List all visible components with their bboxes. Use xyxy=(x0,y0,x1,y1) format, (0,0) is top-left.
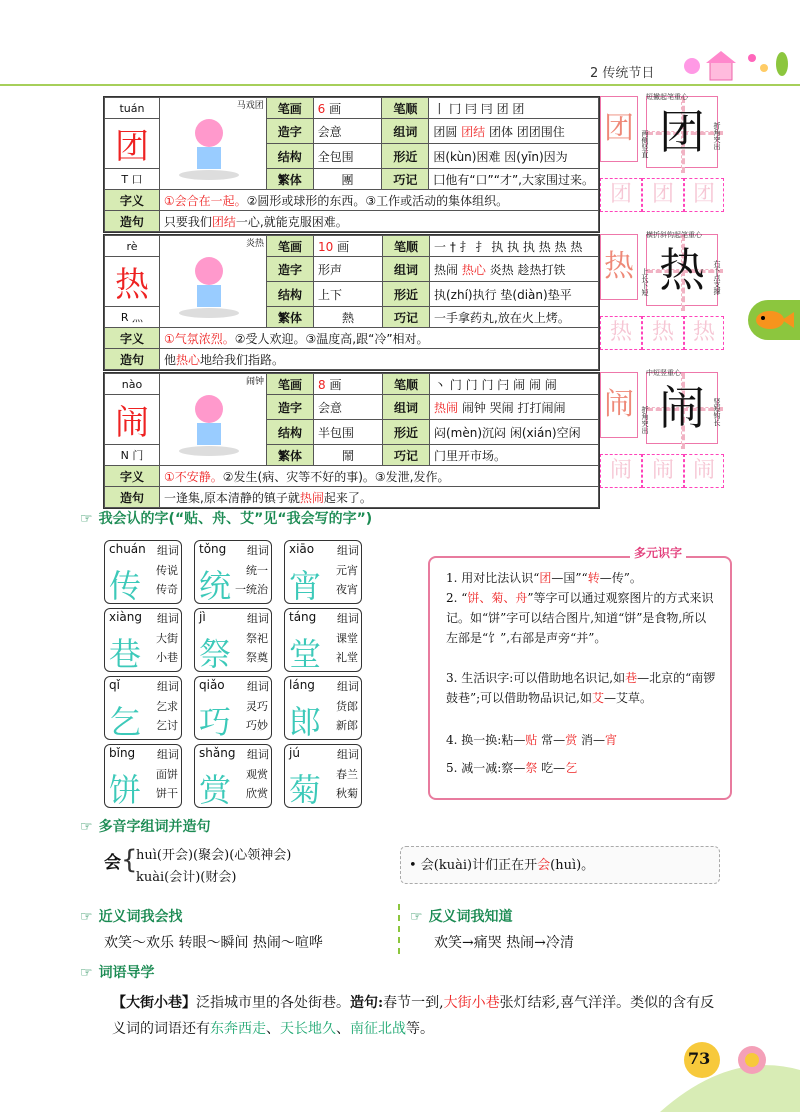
meaning-label: 字义 xyxy=(105,190,160,211)
card-label: 组词 xyxy=(247,680,269,693)
card-label: 组词 xyxy=(157,612,179,625)
char-card-2 xyxy=(103,372,600,509)
tracing-row: 团 团 团 xyxy=(600,178,722,210)
sentence: 只要我们团结一心,就能克服困难。 xyxy=(159,211,598,232)
stroke-unit: 画 xyxy=(329,377,342,392)
row-label: 造字 xyxy=(267,257,314,282)
char-illustration xyxy=(160,236,267,328)
model-char: 闹 xyxy=(659,381,705,435)
card-pinyin: chuán xyxy=(109,542,146,556)
small-grid: 闹 xyxy=(600,372,638,438)
char-pinyin: nào xyxy=(105,374,160,395)
row-label: 形近 xyxy=(382,144,429,169)
card-char: 巧 xyxy=(199,703,232,741)
card-word: 夜宵 xyxy=(336,583,358,596)
swap-pair: 粘—贴 xyxy=(501,733,538,747)
card-pinyin: láng xyxy=(289,678,315,692)
polyphone-line-2: kuài(会计)(财会) xyxy=(136,870,237,885)
large-grid xyxy=(646,96,718,168)
sentence-label: 造句 xyxy=(105,211,160,232)
sentence: 他热心地给我们指路。 xyxy=(160,349,599,370)
house-decoration xyxy=(682,48,792,84)
card-pinyin: jú xyxy=(289,746,300,760)
card-word: 课堂 xyxy=(336,632,358,645)
sentence: 一逢集,原本清静的镇子就热闹起来了。 xyxy=(160,487,599,508)
divider xyxy=(398,904,400,954)
grid-note: 折角突出 xyxy=(713,122,721,150)
row-label: 巧记 xyxy=(383,307,430,328)
illustration-caption: 马戏团 xyxy=(236,101,264,111)
row-label: 组词 xyxy=(383,257,430,282)
char-pinyin: rè xyxy=(105,236,160,257)
card-label: 组词 xyxy=(337,612,359,625)
words: 团圆 团结 团体 团团围住 xyxy=(429,119,599,144)
card-word: 巧妙 xyxy=(246,719,268,732)
sentence-label: 造句 xyxy=(105,349,160,370)
card-word: 面饼 xyxy=(156,768,178,781)
card-char: 传 xyxy=(109,567,142,605)
card-word: 一统治 xyxy=(235,583,268,596)
recognize-card xyxy=(194,676,272,740)
guide-paragraph: 【大街小巷】泛指城市里的各处街巷。造句:春节一到,大街小巷张灯结彩,喜气洋洋。类似的含有反义词的词语还有东奔西走、天长地久、南征北战等。 xyxy=(112,995,715,1037)
stroke-order: 丨 冂 冃 冃 团 团 xyxy=(429,98,599,119)
row-label: 组词 xyxy=(383,395,430,420)
card-pinyin: qǐ xyxy=(109,678,120,692)
char-pinyin: tuán xyxy=(105,98,160,119)
char-card-0 xyxy=(103,96,600,233)
row-label: 造字 xyxy=(266,119,313,144)
row-label: 巧记 xyxy=(383,445,430,466)
grid-note: 上长下短 xyxy=(641,268,649,296)
swap-pair: 常—赏 xyxy=(541,733,578,747)
char-card-1 xyxy=(103,234,600,371)
card-pinyin: shǎng xyxy=(199,746,236,760)
card-char: 赏 xyxy=(199,771,232,809)
card-char: 堂 xyxy=(289,635,322,673)
card-char: 祭 xyxy=(199,635,232,673)
meaning: ①会合在一起。②圆形或球形的东西。③工作或活动的集体组织。 xyxy=(159,190,598,211)
char-big: 团 xyxy=(105,119,160,169)
card-word: 乞求 xyxy=(156,700,178,713)
model-char: 热 xyxy=(659,243,705,297)
recognize-card xyxy=(284,540,362,604)
row-value: 上下 xyxy=(314,282,383,307)
sentence-label: 造句 xyxy=(105,487,160,508)
tips-title: 多元识字 xyxy=(630,544,686,561)
card-char: 乞 xyxy=(109,703,142,741)
meaning: ①不安静。②发生(病、灾等不好的事)。③发泄,发作。 xyxy=(160,466,599,487)
card-label: 组词 xyxy=(157,748,179,761)
card-word: 小巷 xyxy=(156,651,178,664)
large-grid xyxy=(646,234,718,306)
card-pinyin: bǐng xyxy=(109,746,136,760)
recognize-card xyxy=(284,608,362,672)
polyphone-char: 会 xyxy=(104,853,121,873)
tips-box xyxy=(428,556,732,800)
card-word: 乞讨 xyxy=(156,719,178,732)
row-value: 会意 xyxy=(314,395,383,420)
card-word: 统一 xyxy=(246,564,268,577)
header-divider xyxy=(0,84,800,86)
recognize-card xyxy=(194,540,272,604)
section-guide-title: ☞ 词语导学 xyxy=(80,965,155,981)
row-label: 组词 xyxy=(382,119,429,144)
grid-note: 中短竖重心 xyxy=(646,369,681,377)
grid-note: 右下点支撑 xyxy=(713,260,721,295)
flower-decoration xyxy=(660,1030,800,1112)
mnemonic: 囗他有“口”“才”,大家围过来。 xyxy=(429,169,599,190)
section-synonyms-title: ☞ 近义词我会找 xyxy=(80,909,183,925)
card-pinyin: táng xyxy=(289,610,317,624)
card-word: 传奇 xyxy=(156,583,178,596)
card-word: 祭祀 xyxy=(246,632,268,645)
card-char: 巷 xyxy=(109,635,142,673)
grid-note: 两侧竖直 xyxy=(641,130,649,158)
char-big: 热 xyxy=(105,257,160,307)
row-label: 繁体 xyxy=(267,307,314,328)
illustration-caption: 闹钟 xyxy=(245,377,264,387)
words: 热闹 热心 炎热 趁热打铁 xyxy=(430,257,599,282)
row-label: 结构 xyxy=(267,420,314,445)
stroke-order: 一 † 扌 扌 执 执 执 热 热 热 xyxy=(430,236,599,257)
order-label: 笔顺 xyxy=(383,374,430,395)
card-word: 欣赏 xyxy=(246,787,268,800)
meaning-label: 字义 xyxy=(105,328,160,349)
card-pinyin: qiǎo xyxy=(199,678,225,692)
section-antonyms-title: ☞ 反义词我知道 xyxy=(410,909,513,925)
stroke-count: 8 xyxy=(318,377,326,392)
recognize-card xyxy=(104,608,182,672)
row-value: 半包围 xyxy=(314,420,383,445)
illustration-caption: 炎热 xyxy=(245,239,264,249)
card-label: 组词 xyxy=(157,544,179,557)
card-word: 秋菊 xyxy=(336,787,358,800)
card-label: 组词 xyxy=(247,612,269,625)
card-word: 传说 xyxy=(156,564,178,577)
tip-2: 2. “饼、菊、舟”等字可以通过观察图片的方式来识记。如“饼”字可以结合图片,知道“饼”是食物,所以左部是“饣”,右部是声旁“并”。 xyxy=(446,591,714,645)
subtract-pair: 吃—乞 xyxy=(541,761,578,775)
synonyms-text: 欢笑～欢乐 转眼～瞬间 热闹～喧哗 xyxy=(104,935,323,951)
polyphone-line-1: huì(开会)(聚会)(心领神会) xyxy=(136,848,292,863)
char-big: 闹 xyxy=(105,395,160,445)
small-grid: 热 xyxy=(600,234,638,300)
meaning-label: 字义 xyxy=(105,466,160,487)
char-radical: T 口 xyxy=(105,169,160,190)
stroke-count: 10 xyxy=(318,239,334,254)
card-char: 统 xyxy=(199,567,232,605)
row-label: 结构 xyxy=(266,144,313,169)
row-label: 造字 xyxy=(267,395,314,420)
card-label: 组词 xyxy=(337,544,359,557)
words: 热闹 闹钟 哭闹 打打闹闹 xyxy=(430,395,599,420)
chapter-title: 2 传统节日 xyxy=(590,66,655,81)
page-number: 73 xyxy=(688,1049,711,1068)
section-polyphone-title: ☞ 多音字组词并造句 xyxy=(80,819,211,835)
brace-icon: { xyxy=(121,845,138,875)
order-label: 笔顺 xyxy=(382,98,429,119)
similar-chars: 执(zhí)执行 垫(diàn)垫平 xyxy=(430,282,599,307)
grid-note: 折角突出 xyxy=(641,406,649,434)
traditional-char: 團 xyxy=(313,169,382,190)
grid-note: 横折斜钩起笔重心 xyxy=(646,231,702,239)
tracing-row: 闹 闹 闹 xyxy=(600,454,722,486)
card-label: 组词 xyxy=(247,544,269,557)
subtract-pair: 察—祭 xyxy=(501,761,538,775)
grid-note: 竖短钩长 xyxy=(713,398,721,426)
tip-3: 3. 生活识字:可以借助地名识记,如巷—北京的“南锣鼓巷”;可以借助物品识记,如艾—艾草。 xyxy=(446,671,716,705)
char-radical: N 门 xyxy=(105,445,160,466)
traditional-char: 熱 xyxy=(314,307,383,328)
row-label: 繁体 xyxy=(267,445,314,466)
mnemonic: 门里开市场。 xyxy=(430,445,599,466)
side-tab-fish-icon xyxy=(748,300,800,340)
order-label: 笔顺 xyxy=(383,236,430,257)
row-label: 形近 xyxy=(383,282,430,307)
writing-grid-0 xyxy=(600,93,722,216)
recognize-card xyxy=(284,676,362,740)
card-char: 饼 xyxy=(109,771,142,809)
char-illustration xyxy=(160,374,267,466)
writing-grid-1 xyxy=(600,231,722,354)
polyphone-sentence: • 会(kuài)计们正在开会(huì)。 xyxy=(400,846,720,884)
stroke-label: 笔画 xyxy=(267,236,314,257)
card-word: 元宵 xyxy=(336,564,358,577)
card-word: 观赏 xyxy=(246,768,268,781)
card-pinyin: tǒng xyxy=(199,542,227,556)
card-word: 货郎 xyxy=(336,700,358,713)
recognize-card xyxy=(104,540,182,604)
card-word: 饼干 xyxy=(156,787,178,800)
card-char: 菊 xyxy=(289,771,322,809)
cartoon-icon xyxy=(164,379,254,457)
card-word: 祭奠 xyxy=(246,651,268,664)
row-label: 繁体 xyxy=(266,169,313,190)
card-label: 组词 xyxy=(157,680,179,693)
card-word: 春兰 xyxy=(336,768,358,781)
grid-note: 短撇起笔重心 xyxy=(646,93,688,101)
row-label: 形近 xyxy=(383,420,430,445)
large-grid xyxy=(646,372,718,444)
card-char: 郎 xyxy=(289,703,322,741)
writing-grid-2 xyxy=(600,369,722,492)
card-label: 组词 xyxy=(337,748,359,761)
char-radical: R 灬 xyxy=(105,307,160,328)
section-recognize-title: ☞ 我会认的字(“贴、舟、艾”见“我会写的字”) xyxy=(80,511,373,527)
card-pinyin: xiàng xyxy=(109,610,143,624)
tracing-row: 热 热 热 xyxy=(600,316,722,348)
card-word: 大街 xyxy=(156,632,178,645)
card-label: 组词 xyxy=(247,748,269,761)
card-pinyin: xiāo xyxy=(289,542,315,556)
stroke-label: 笔画 xyxy=(266,98,313,119)
mnemonic: 一手拿药丸,放在火上烤。 xyxy=(430,307,599,328)
card-pinyin: jì xyxy=(199,610,206,624)
swap-pair: 消—宵 xyxy=(581,733,618,747)
row-label: 巧记 xyxy=(382,169,429,190)
cartoon-icon xyxy=(164,241,254,319)
tip-4: 4. 换一换:粘—贴 常—赏 消—宵 xyxy=(446,733,618,747)
card-label: 组词 xyxy=(337,680,359,693)
row-label: 结构 xyxy=(267,282,314,307)
recognize-card xyxy=(284,744,362,808)
card-word: 礼堂 xyxy=(336,651,358,664)
stroke-count: 6 xyxy=(317,101,326,116)
stroke-unit: 画 xyxy=(329,101,342,116)
similar-chars: 闷(mèn)沉闷 闲(xián)空闲 xyxy=(430,420,599,445)
char-illustration xyxy=(159,98,266,190)
card-word: 灵巧 xyxy=(246,700,268,713)
card-char: 宵 xyxy=(289,567,322,605)
antonyms-text: 欢笑→痛哭 热闹→冷清 xyxy=(434,935,574,951)
card-word: 新郎 xyxy=(336,719,358,732)
small-grid: 团 xyxy=(600,96,638,162)
cartoon-icon xyxy=(164,103,254,181)
row-value: 全包围 xyxy=(313,144,382,169)
recognize-card xyxy=(194,608,272,672)
similar-chars: 困(kùn)困难 因(yīn)因为 xyxy=(429,144,599,169)
recognize-card xyxy=(104,744,182,808)
row-value: 形声 xyxy=(314,257,383,282)
tip-1: 1. 用对比法认识“团—国”“转—传”。 xyxy=(446,571,642,585)
tip-5: 5. 减一减:察—祭 吃—乞 xyxy=(446,761,578,775)
recognize-card xyxy=(194,744,272,808)
stroke-label: 笔画 xyxy=(267,374,314,395)
stroke-unit: 画 xyxy=(337,239,350,254)
row-value: 会意 xyxy=(313,119,382,144)
recognize-card xyxy=(104,676,182,740)
stroke-order: 丶 门 门 门 闩 闹 闹 闹 xyxy=(430,374,599,395)
traditional-char: 鬧 xyxy=(314,445,383,466)
model-char: 团 xyxy=(659,105,705,159)
meaning: ①气氛浓烈。②受人欢迎。③温度高,跟“冷”相对。 xyxy=(160,328,599,349)
